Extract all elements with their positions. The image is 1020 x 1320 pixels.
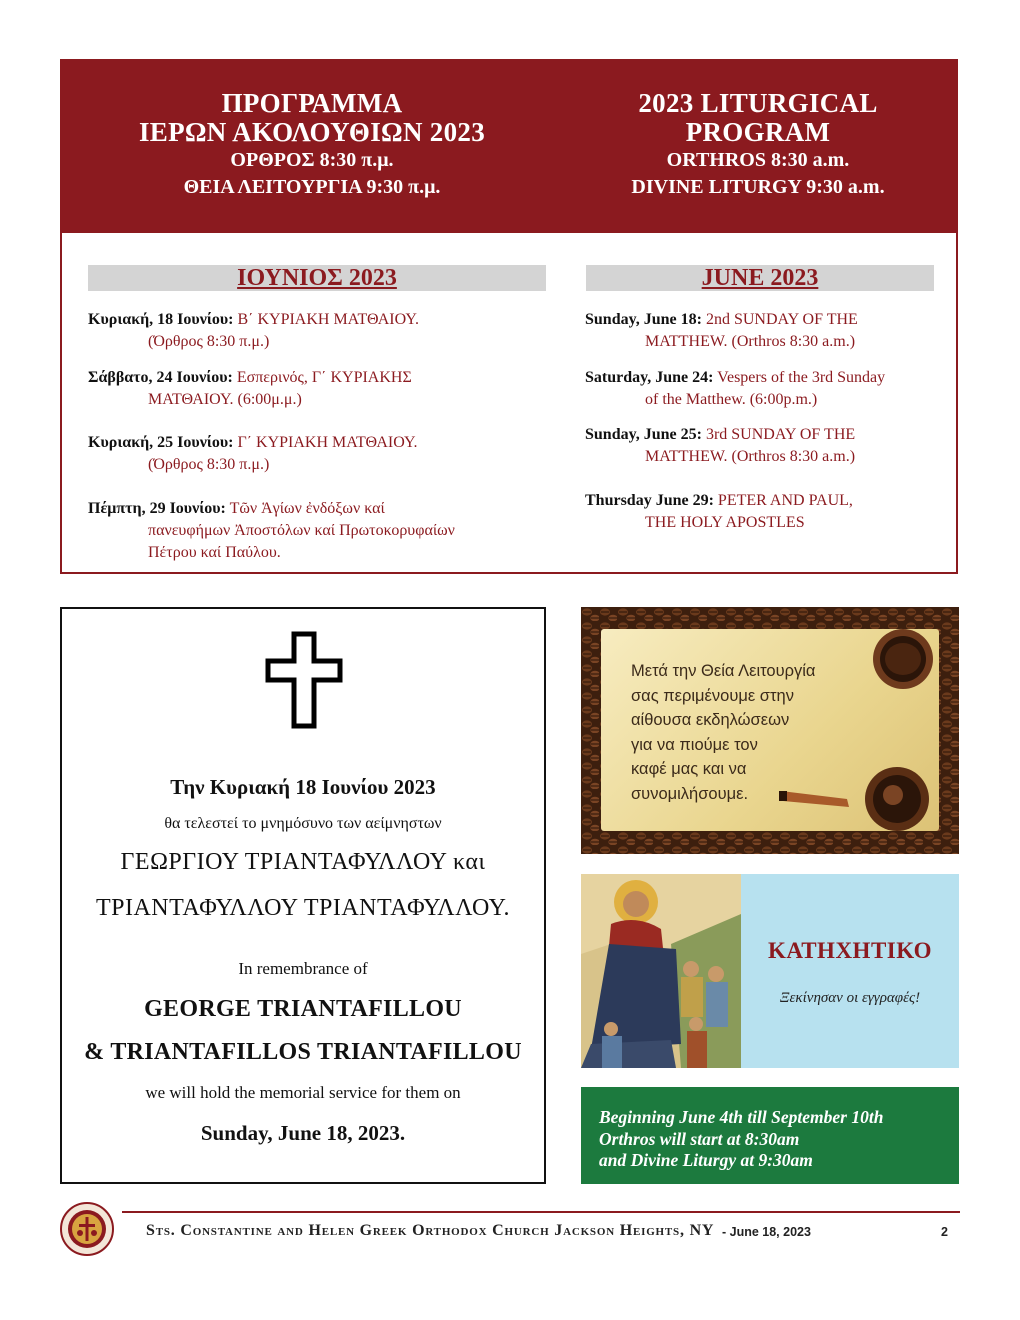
- coffee-line: συνομιλήσουμε.: [631, 784, 749, 803]
- greek-entry-4: [88, 498, 548, 564]
- footer-divider: [122, 1211, 960, 1213]
- entry-day: Κυριακή, 18 Ιουνίου:: [88, 311, 234, 328]
- coffee-cup-icon: [863, 629, 939, 699]
- english-title-line1: 2023 LITURGICAL: [638, 88, 878, 118]
- entry-desc: 3rd SUNDAY OF THE: [701, 426, 856, 443]
- greek-entry-1: [88, 309, 548, 353]
- footer-date: - June 18, 2023: [722, 1225, 811, 1239]
- entry-day: Sunday, June 25:: [585, 426, 702, 443]
- entry-desc: 2nd SUNDAY OF THE: [701, 311, 858, 328]
- memorial-text-greek: θα τελεστεί το μνημόσυνο των αείμνηστων: [164, 815, 442, 832]
- english-month-heading: [586, 265, 934, 291]
- coffee-line: Μετά την Θεία Λειτουργία: [631, 662, 816, 680]
- entry-cont: (Όρθρος 8:30 π.μ.): [148, 333, 270, 350]
- entry-day: Thursday June 29:: [585, 492, 714, 509]
- entry-day: Sunday, June 18:: [585, 311, 702, 328]
- coffee-line: για να πιούμε τον: [631, 735, 758, 754]
- greek-header: [92, 89, 532, 201]
- memorial-name1-greek: ΓΕΩΡΓΙΟΥ ΤΡΙΑΝΤΑΦΥΛΛΟΥ και: [120, 849, 486, 875]
- entry-desc: Γ΄ ΚΥΡΙΑΚΗ ΜΑΤΘΑΙΟΥ.: [233, 434, 418, 451]
- greek-entry-3: [88, 432, 548, 476]
- english-month-label: JUNE 2023: [701, 265, 819, 291]
- entry-day: Κυριακή, 25 Ιουνίου:: [88, 434, 234, 451]
- catechism-subtitle: Ξεκίνησαν οι εγγραφές!: [779, 990, 921, 1006]
- liturgical-program-box: [60, 59, 958, 574]
- program-header: [62, 61, 956, 233]
- entry-cont: ΜΑΤΘΑΙΟΥ. (6:00μ.μ.): [148, 391, 302, 408]
- entry-desc: Vespers of the 3rd Sunday: [713, 369, 886, 386]
- greek-liturgy-time: ΘΕΙΑ ΛΕΙΤΟΥΡΓΙΑ 9:30 π.μ.: [183, 176, 441, 198]
- page-number: 2: [941, 1225, 948, 1239]
- greek-entry-2: [88, 367, 548, 411]
- greek-month-label: ΙΟΥΝΙΟΣ 2023: [237, 265, 397, 291]
- memorial-notice-box: [60, 607, 546, 1184]
- english-entry-3: [585, 424, 945, 468]
- coffee-line: καφέ μας και να: [631, 760, 747, 778]
- greek-title-line1: ΠΡΟΓΡΑΜΜΑ: [221, 88, 403, 118]
- entry-cont: MATTHEW. (Orthros 8:30 a.m.): [645, 448, 856, 465]
- entry-cont: Πέτρου καί Παύλου.: [148, 544, 281, 561]
- entry-desc: Τῶν Ἁγίων ἐνδόξων καί: [225, 500, 385, 517]
- catechism-title: ΚΑΤΗΧΗΤΙΚΟ: [767, 938, 933, 963]
- coffee-hour-card: [581, 607, 959, 854]
- memorial-name2-english: & TRIANTAFILLOS TRIANTAFILLOU: [84, 1039, 522, 1065]
- memorial-date-english: Sunday, June 18, 2023.: [200, 1121, 406, 1145]
- entry-day: Saturday, June 24:: [585, 369, 714, 386]
- entry-desc: PETER AND PAUL,: [713, 492, 853, 509]
- memorial-intro-english: In remembrance of: [238, 959, 368, 978]
- memorial-date-greek: Την Κυριακή 18 Ιουνίου 2023: [170, 775, 436, 799]
- coffee-paper-note: [601, 629, 939, 831]
- english-entry-2: [585, 367, 945, 411]
- entry-cont: (Όρθρος 8:30 π.μ.): [148, 456, 270, 473]
- entry-desc: Εσπερινός, Γ΄ ΚΥΡΙΑΚΗΣ: [232, 369, 412, 386]
- church-seal-logo: [60, 1202, 114, 1256]
- christ-with-children-icon: [581, 874, 741, 1068]
- greek-title-line2: ΙΕΡΩΝ ΑΚΟΛΟΥΘΙΩΝ 2023: [138, 117, 486, 147]
- entry-day: Σάββατο, 24 Ιουνίου:: [88, 369, 233, 386]
- english-title-line2: PROGRAM: [685, 117, 831, 147]
- schedule-line-1: Beginning June 4th till September 10th: [599, 1107, 884, 1127]
- entry-cont: MATTHEW. (Orthros 8:30 a.m.): [645, 333, 856, 350]
- schedule-line-3: and Divine Liturgy at 9:30am: [599, 1150, 813, 1170]
- footer-church-name: Sts. Constantine and Helen Greek Orthodox Church Jackson Heights, NY: [146, 1222, 715, 1239]
- memorial-name2-greek: ΤΡΙΑΝΤΑΦΥΛΛΟΥ ΤΡΙΑΝΤΑΦΥΛΛΟΥ.: [95, 895, 511, 921]
- greek-orthros-time: ΟΡΘΡΟΣ 8:30 π.μ.: [230, 149, 394, 171]
- english-orthros-time: ORTHROS 8:30 a.m.: [666, 149, 850, 171]
- entry-desc: Β΄ ΚΥΡΙΑΚΗ ΜΑΤΘΑΙΟΥ.: [233, 311, 419, 328]
- schedule-line-2: Orthros will start at 8:30am: [599, 1128, 800, 1149]
- entry-day: Πέμπτη, 29 Ιουνίου:: [88, 500, 226, 517]
- english-liturgy-time: DIVINE LITURGY 9:30 a.m.: [631, 176, 885, 198]
- coffee-line: αίθουσα εκδηλώσεων: [631, 711, 790, 729]
- english-entry-4: [585, 490, 945, 534]
- summer-schedule-notice: [581, 1087, 959, 1184]
- entry-cont: THE HOLY APOSTLES: [645, 514, 805, 531]
- entry-cont: of the Matthew. (6:00p.m.): [645, 391, 818, 408]
- greek-month-heading: [88, 265, 546, 291]
- entry-cont: πανευφήμων Ἀποστόλων καί Πρωτοκορυφαίων: [148, 522, 455, 539]
- memorial-text-english: we will hold the memorial service for them on: [145, 1083, 461, 1102]
- cross-outline-icon: [265, 631, 343, 729]
- english-header: [538, 89, 978, 201]
- coffee-pot-icon: [777, 757, 939, 831]
- english-entry-1: [585, 309, 945, 353]
- coffee-line: σας περιμένουμε στην: [631, 686, 794, 705]
- memorial-name1-english: GEORGE TRIANTAFILLOU: [144, 996, 462, 1022]
- catechism-card: [581, 874, 959, 1068]
